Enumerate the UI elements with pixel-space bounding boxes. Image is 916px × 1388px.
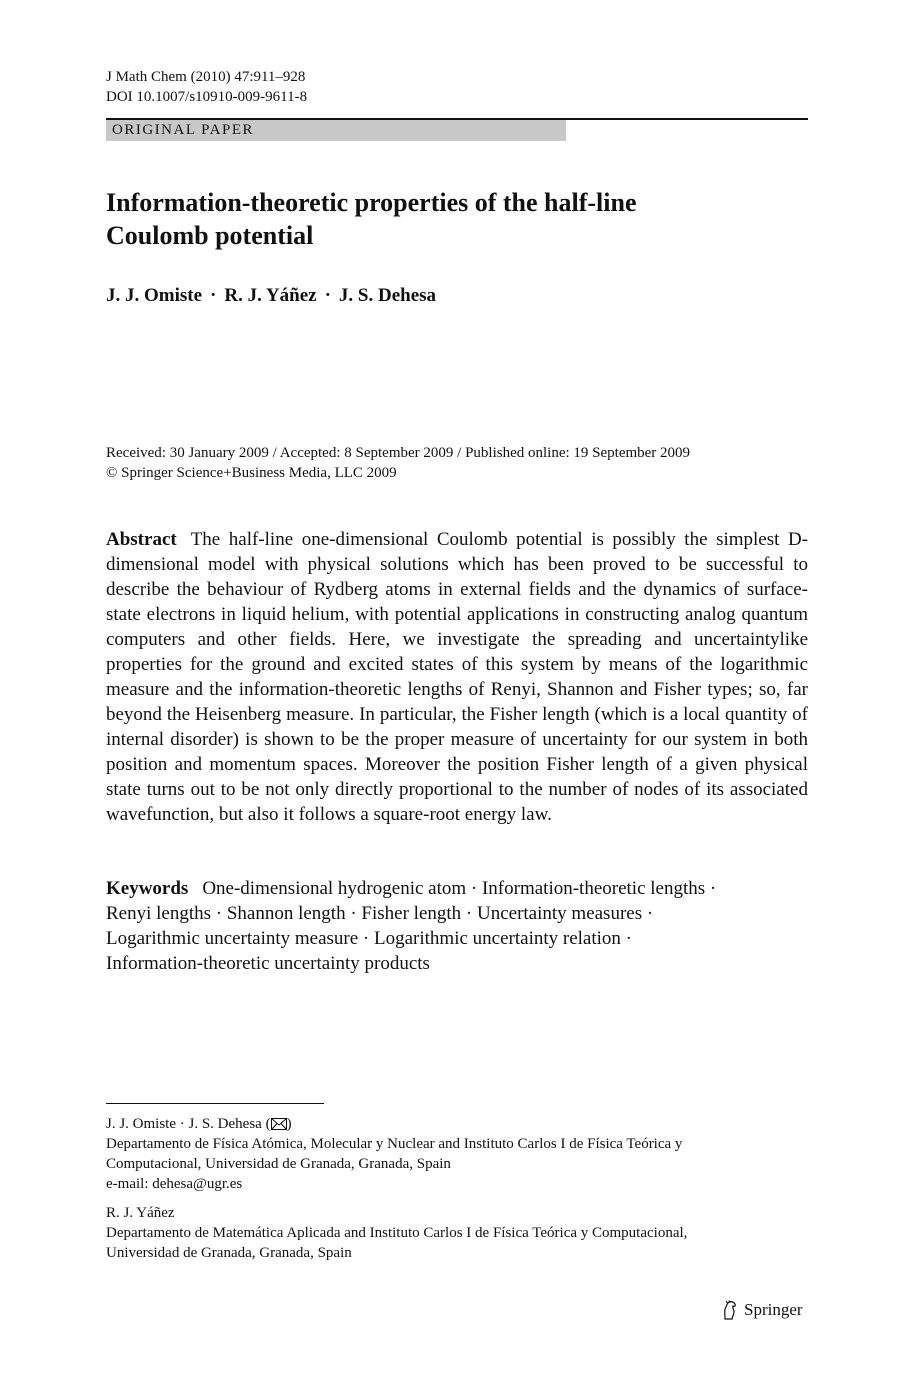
keywords-label: Keywords (106, 878, 189, 899)
affiliation-2-line-2: Universidad de Granada, Granada, Spain (106, 1245, 352, 1261)
affiliation-2-name: R. J. Yáñez (106, 1205, 175, 1221)
keywords-line-2: Renyi lengths · Shannon length · Fisher length · Uncertainty measures · (106, 903, 654, 924)
author-3: J. S. Dehesa (338, 285, 437, 306)
history-dates: Received: 30 January 2009 / Accepted: 8 September 2009 / Published online: 19 September 2009 (106, 445, 691, 461)
envelope-icon (271, 1118, 287, 1130)
affiliation-1-names (106, 1114, 808, 1134)
keywords-line-3: Logarithmic uncertainty measure · Logarithmic uncertainty relation · (106, 928, 632, 949)
affiliation-2-line-1: Departamento de Matemática Aplicada and Instituto Carlos I de Física Teórica y Computacional, (106, 1225, 688, 1241)
keywords (106, 876, 808, 976)
copyright: © Springer Science+Business Media, LLC 2009 (106, 465, 397, 481)
affiliation-1-line-1: Departamento de Física Atómica, Molecular y Nuclear and Instituto Carlos I de Física Teórica y (106, 1136, 683, 1152)
publisher-logo (722, 1299, 803, 1321)
title-line-1: Information-theoretic properties of the half-line (106, 188, 637, 217)
paper-title (106, 186, 806, 252)
journal-reference: J Math Chem (2010) 47:911–928 (106, 69, 306, 85)
author-2: R. J. Yáñez (224, 285, 317, 306)
abstract-label: Abstract (106, 529, 177, 550)
abstract (106, 527, 808, 827)
author-list (106, 284, 436, 308)
author-1: J. J. Omiste (106, 285, 203, 306)
abstract-text: The half-line one-dimensional Coulomb potential is possibly the simplest D-dimensional model with physical solutions which has been proved to be successful to describe the behaviour of Rydberg atoms in external fields and the dynamics of surface-state electrons in liquid helium, with potential applications in constructing analog quantum computers and other fields. Here, we investigate the spreading and uncertaintylike properties for the ground and excited states of this system by means of the logarithmic measure and the information-theoretic lengths of Renyi, Shannon and Fisher types; so, far beyond the Heisenberg measure. In particular, the Fisher length (which is a local quantity of internal disorder) is shown to be the proper measure of uncertainty for our system in both position and momentum spaces. Moreover the position Fisher length of a given physical state turns out to be not only directly proportional to the number of nodes of its associated wavefunction, but also it follows a square-root energy law. (106, 529, 808, 825)
keywords-line-4: Information-theoretic uncertainty products (106, 953, 430, 974)
keywords-line-1: One-dimensional hydrogenic atom · Information-theoretic lengths · (202, 878, 717, 899)
author-separator: · (210, 285, 217, 306)
title-line-2: Coulomb potential (106, 221, 314, 250)
doi: DOI 10.1007/s10910-009-9611-8 (106, 89, 308, 105)
author-separator: · (324, 285, 331, 306)
corresponding-email: e-mail: dehesa@ugr.es (106, 1176, 243, 1192)
article-type-banner: ORIGINAL PAPER (106, 120, 566, 141)
publisher-name: Springer (744, 1300, 803, 1319)
springer-horse-icon (722, 1300, 738, 1320)
affiliation-1-authors: J. J. Omiste · J. S. Dehesa ( (106, 1116, 271, 1132)
affiliation-1-line-2: Computacional, Universidad de Granada, Granada, Spain (106, 1156, 451, 1172)
affiliation-1-close: ) (286, 1116, 292, 1132)
footnote-rule (106, 1103, 324, 1104)
